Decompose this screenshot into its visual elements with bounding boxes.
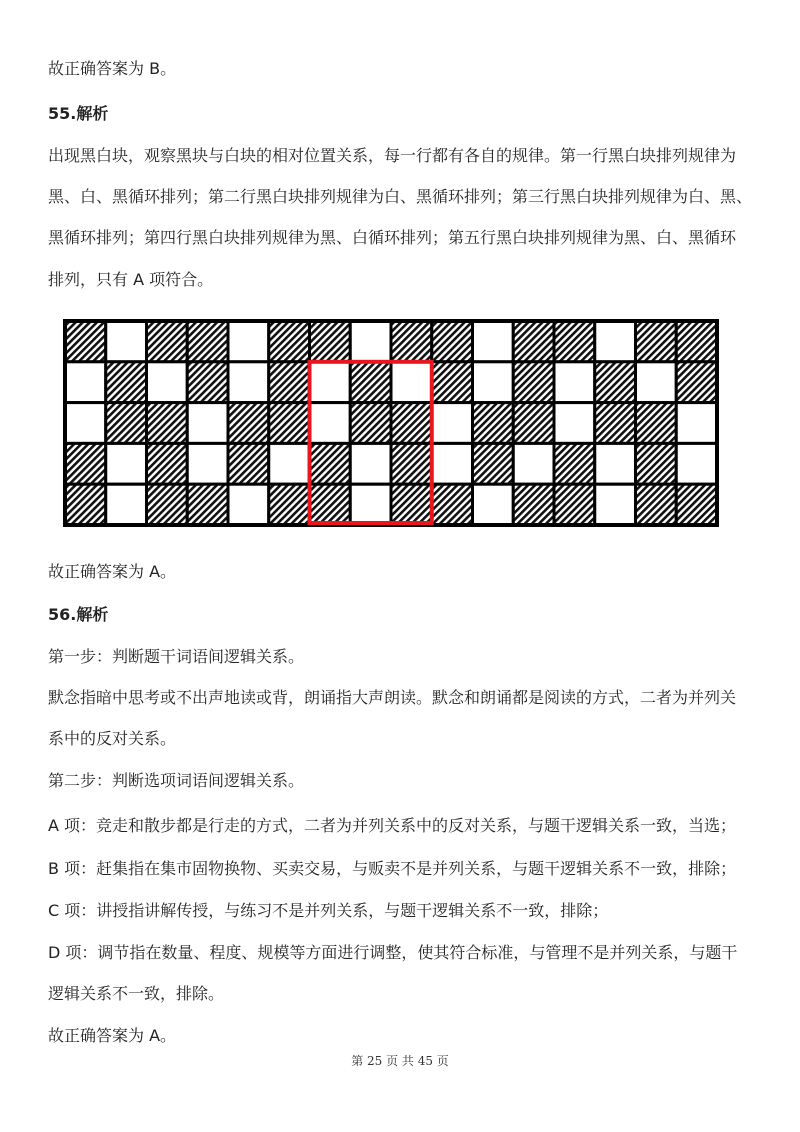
- black-block: [65, 484, 106, 525]
- white-block: [432, 403, 473, 444]
- white-block: [269, 443, 310, 484]
- black-block: [636, 321, 677, 362]
- black-block: [554, 443, 595, 484]
- black-block: [147, 443, 188, 484]
- black-block: [187, 321, 228, 362]
- answer-56: 故正确答案为 A。: [48, 1026, 177, 1045]
- paragraph-55-line-2: 黑、白、黑循环排列；第二行黑白块排列规律为白、黑循环排列；第三行黑白块排列规律为白、黑、: [48, 187, 753, 206]
- white-block: [676, 403, 717, 444]
- option-d-line-2: 逻辑关系不一致，排除。: [48, 984, 225, 1003]
- black-block: [432, 362, 473, 403]
- black-block: [187, 362, 228, 403]
- option-c: C 项：讲授指讲解传授，与练习不是并列关系，与题干逻辑关系不一致，排除；: [48, 901, 609, 920]
- white-block: [228, 321, 269, 362]
- black-white-block-figure: [63, 319, 719, 527]
- black-block: [513, 484, 554, 525]
- black-block: [391, 443, 432, 484]
- white-block: [513, 443, 554, 484]
- white-block: [106, 443, 147, 484]
- white-block: [106, 321, 147, 362]
- heading-56: 56.解析: [48, 605, 109, 624]
- black-block: [676, 321, 717, 362]
- white-block: [65, 362, 106, 403]
- black-block: [310, 321, 351, 362]
- definition-line-1: 默念指暗中思考或不出声地读或背，朗诵指大声朗读。默念和朗诵都是阅读的方式，二者为并列关: [48, 688, 737, 707]
- white-block: [554, 362, 595, 403]
- page-footer: 第 25 页 共 45 页: [351, 1054, 449, 1068]
- black-block: [106, 403, 147, 444]
- black-block: [391, 484, 432, 525]
- black-block: [269, 484, 310, 525]
- black-block: [432, 321, 473, 362]
- paragraph-55-line-1: 出现黑白块，观察黑块与白块的相对位置关系，每一行都有各自的规律。第一行黑白块排列规律为: [48, 146, 737, 165]
- white-block: [473, 362, 514, 403]
- step-1: 第一步：判断题干词语间逻辑关系。: [48, 647, 305, 666]
- black-block: [676, 362, 717, 403]
- black-block: [65, 321, 106, 362]
- white-block: [473, 484, 514, 525]
- white-block: [228, 362, 269, 403]
- white-block: [106, 484, 147, 525]
- white-block: [595, 443, 636, 484]
- black-block: [513, 362, 554, 403]
- black-block: [147, 403, 188, 444]
- black-block: [187, 484, 228, 525]
- paragraph-55-line-3: 黑循环排列；第四行黑白块排列规律为黑、白循环排列；第五行黑白块排列规律为黑、白、黑循环: [48, 228, 737, 247]
- black-block: [147, 321, 188, 362]
- black-block: [310, 443, 351, 484]
- option-a: A 项：竞走和散步都是行走的方式，二者为并列关系中的反对关系，与题干逻辑关系一致，当选；: [48, 816, 737, 835]
- white-block: [432, 443, 473, 484]
- white-block: [187, 443, 228, 484]
- white-block: [636, 362, 677, 403]
- black-block: [473, 443, 514, 484]
- white-block: [350, 443, 391, 484]
- black-block: [350, 362, 391, 403]
- black-block: [106, 362, 147, 403]
- black-block: [269, 362, 310, 403]
- black-block: [269, 403, 310, 444]
- white-block: [310, 403, 351, 444]
- black-block: [676, 484, 717, 525]
- white-block: [310, 362, 351, 403]
- black-block: [391, 403, 432, 444]
- paragraph-55-line-4: 排列，只有 A 项符合。: [48, 270, 214, 289]
- step-2: 第二步：判断选项词语间逻辑关系。: [48, 771, 305, 790]
- white-block: [473, 321, 514, 362]
- black-block: [554, 321, 595, 362]
- black-block: [310, 484, 351, 525]
- black-block: [636, 403, 677, 444]
- white-block: [228, 484, 269, 525]
- heading-55: 55.解析: [48, 104, 109, 123]
- answer-55: 故正确答案为 A。: [48, 562, 177, 581]
- option-d-line-1: D 项：调节指在数量、程度、规模等方面进行调整，使其符合标准，与管理不是并列关系，与题干: [48, 943, 738, 962]
- black-block: [636, 484, 677, 525]
- black-block: [432, 484, 473, 525]
- white-block: [595, 321, 636, 362]
- black-block: [595, 362, 636, 403]
- option-b: B 项：赶集指在集市固物换物、买卖交易，与贩卖不是并列关系，与题干逻辑关系不一致，排除；: [48, 859, 737, 878]
- white-block: [676, 443, 717, 484]
- black-block: [147, 484, 188, 525]
- white-block: [595, 484, 636, 525]
- black-block: [595, 403, 636, 444]
- white-block: [187, 403, 228, 444]
- black-block: [350, 403, 391, 444]
- definition-line-2: 系中的反对关系。: [48, 729, 177, 748]
- white-block: [350, 484, 391, 525]
- black-block: [513, 403, 554, 444]
- white-block: [65, 403, 106, 444]
- black-block: [228, 443, 269, 484]
- black-block: [65, 443, 106, 484]
- white-block: [147, 362, 188, 403]
- answer-54: 故正确答案为 B。: [48, 59, 177, 78]
- white-block: [554, 403, 595, 444]
- black-block: [391, 321, 432, 362]
- black-block: [554, 484, 595, 525]
- black-block: [473, 403, 514, 444]
- white-block: [391, 362, 432, 403]
- white-block: [350, 321, 391, 362]
- black-block: [228, 403, 269, 444]
- black-block: [513, 321, 554, 362]
- black-block: [636, 443, 677, 484]
- black-block: [269, 321, 310, 362]
